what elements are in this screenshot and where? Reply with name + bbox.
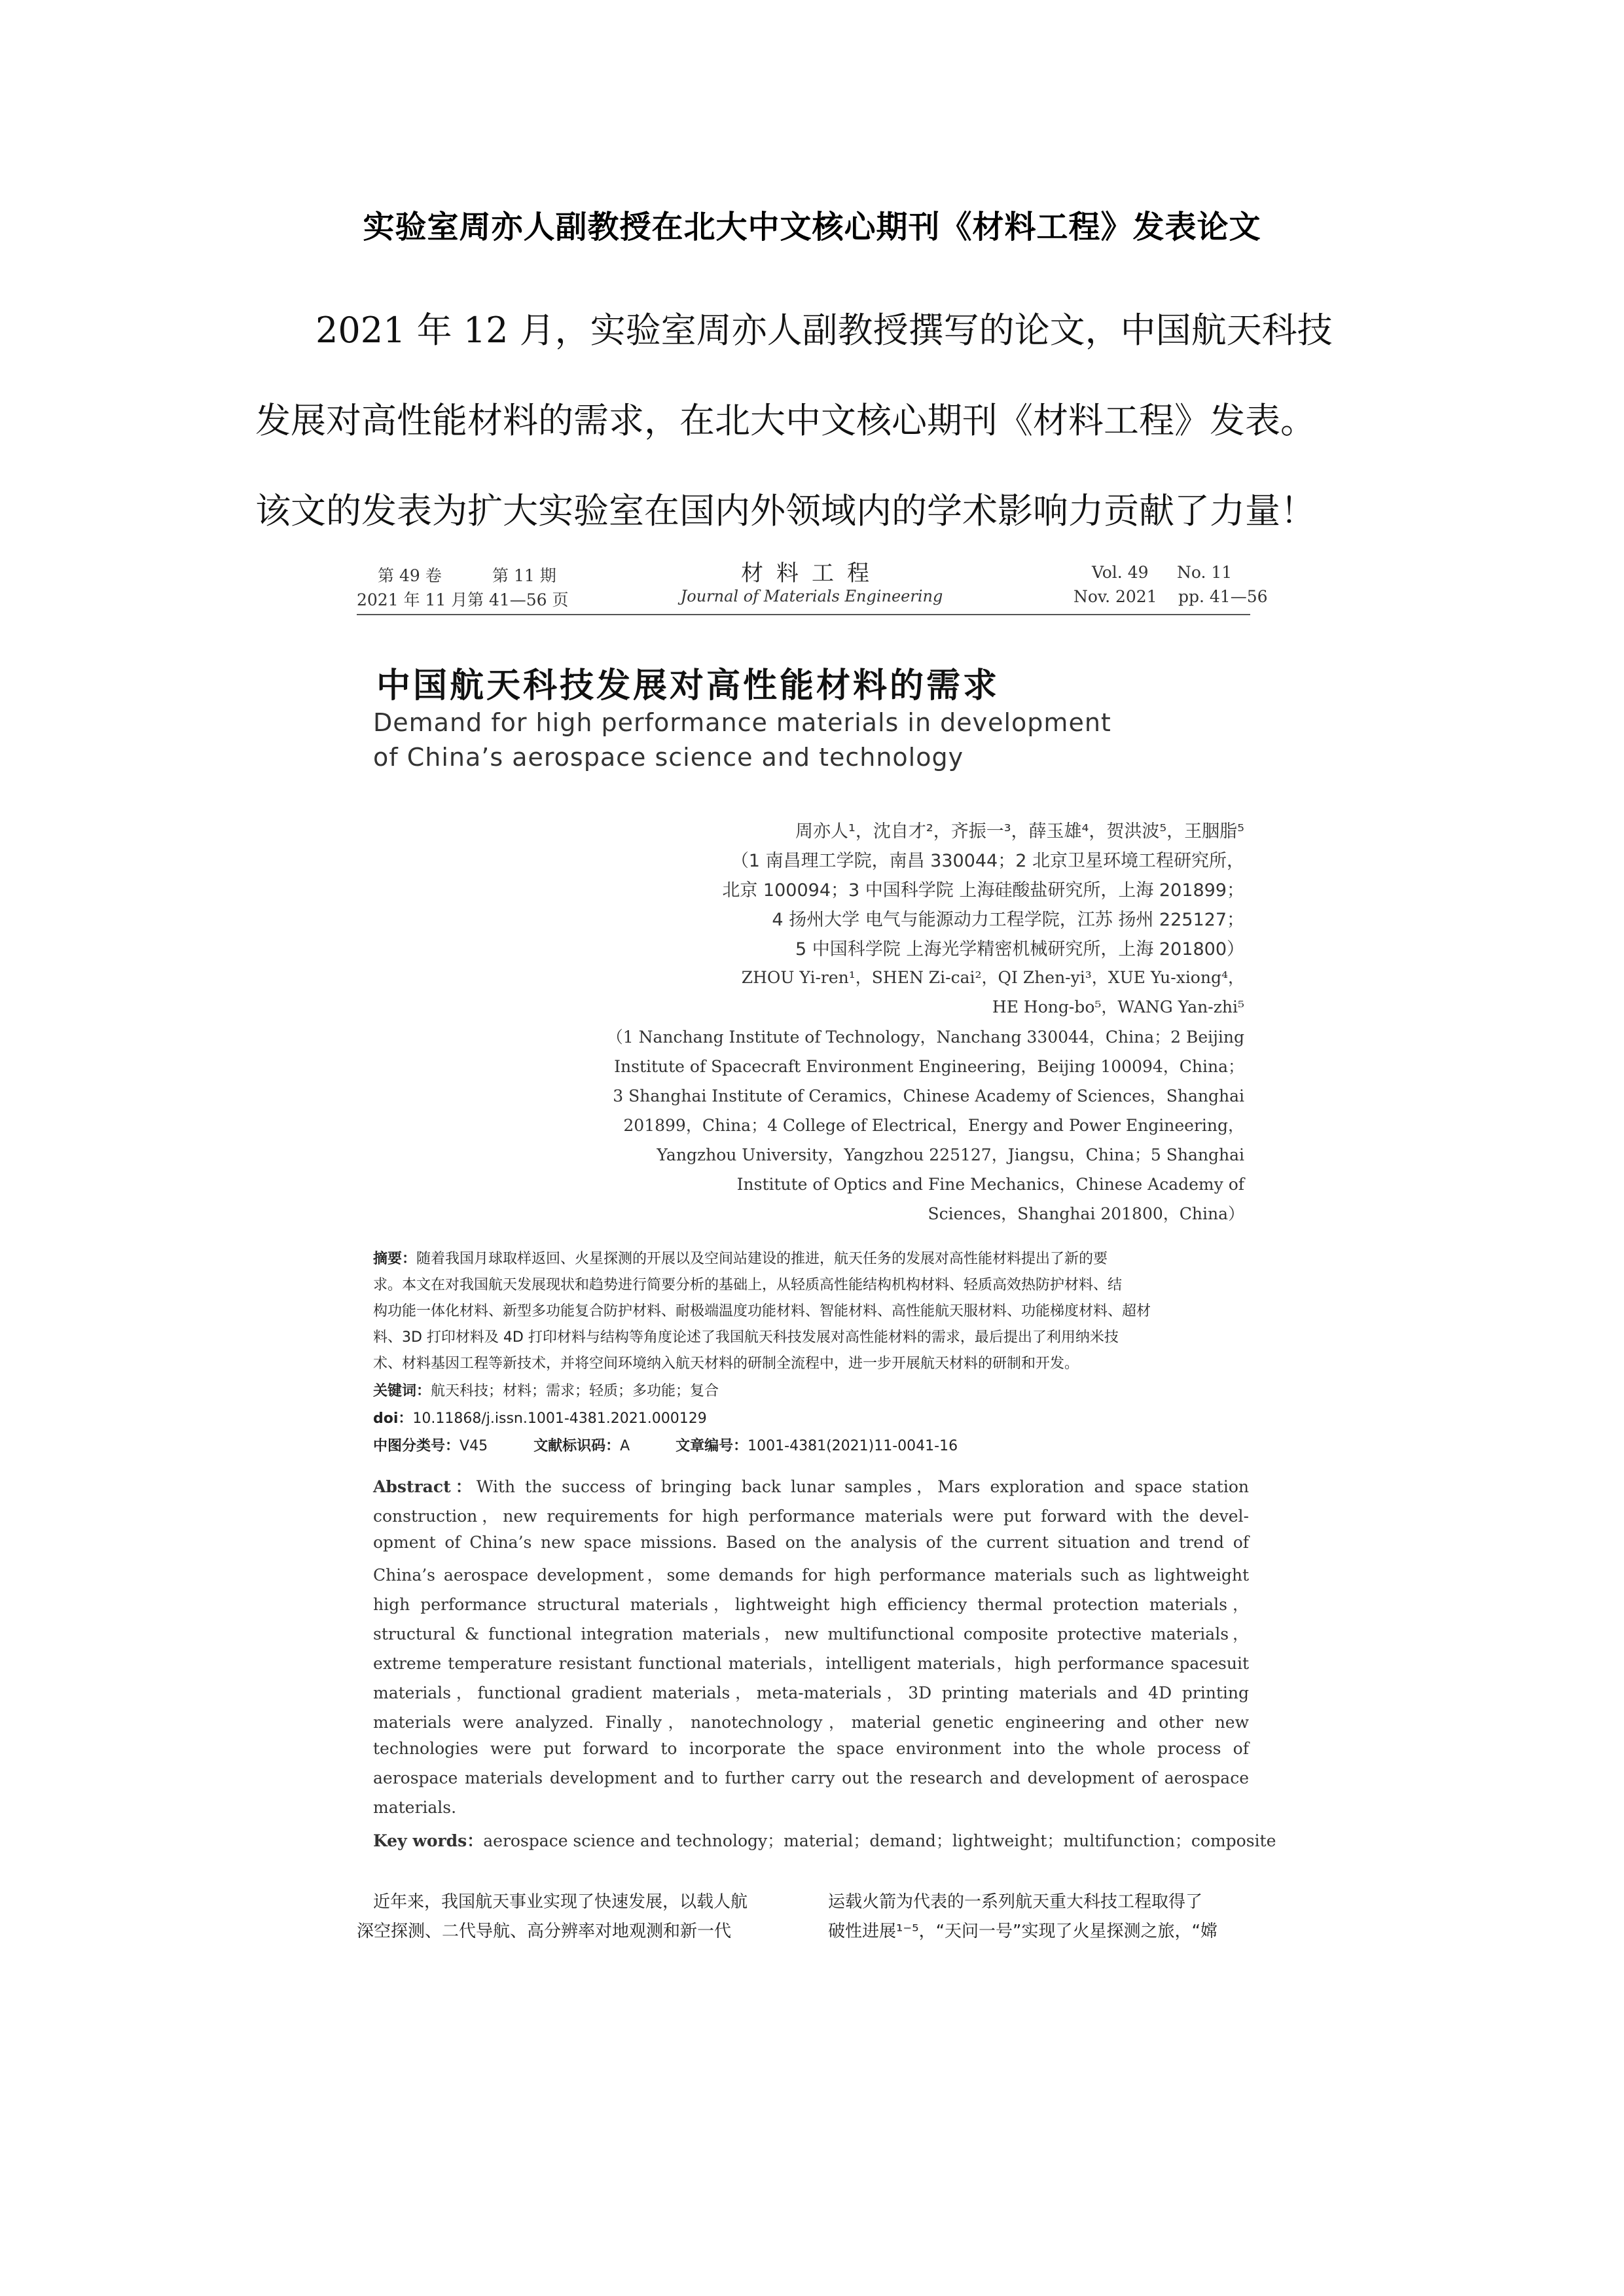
keywords-cn-text: 航天科技；材料；需求；轻质；多功能；复合 — [431, 1383, 719, 1399]
abstract-en-label: Abstract： — [373, 1477, 477, 1496]
doi — [373, 1407, 1250, 1427]
abstract-en-line: construction，new requirements for high performance materials were put forward with the devel- — [373, 1507, 1249, 1526]
affiliation-en-line: 201899，China；4 College of Electrical，Energy and Power Engineering， — [623, 1116, 1244, 1135]
abstract-cn-line: 求。本文在对我国航天发展现状和趋势进行简要分析的基础上，从轻质高性能结构机构材料、轻质高效热防护材料、结 — [373, 1277, 1123, 1293]
journal-pages-cn: 第 41—56 页 — [467, 590, 569, 609]
journal-issue-en: No. 11 — [1177, 563, 1233, 582]
affiliation-cn-line: 4 扬州大学 电气与能源动力工程学院，江苏 扬州 225127； — [772, 910, 1244, 930]
abstract-cn-line — [373, 1247, 1250, 1268]
authors-en-line: ZHOU Yi-ren¹，SHEN Zi-cai²，QI Zhen-yi³，XUE Yu-xiong⁴， — [741, 968, 1244, 987]
abstract-cn-line: 料、3D 打印材料及 4D 打印材料与结构等角度论述了我国航天科技发展对高性能材料的需求，最后提出了利用纳米技 — [373, 1329, 1119, 1346]
body-right-line: 运载火箭为代表的一系列航天重大科技工程取得了 — [828, 1892, 1203, 1912]
authors-en-line: HE Hong-bo⁵，WANG Yan-zhi⁵ — [992, 997, 1244, 1016]
abstract-cn-line: 构功能一体化材料、新型多功能复合防护材料、耐极端温度功能材料、智能材料、高性能航天服材料、功能梯度材料、超材 — [373, 1303, 1151, 1319]
journal-date-en: Nov. 2021 — [1074, 587, 1157, 606]
article-no-value: 1001-4381(2021)11-0041-16 — [748, 1438, 958, 1454]
keywords-en-label: Key words： — [373, 1831, 484, 1850]
affiliation-en-line: Yangzhou University，Yangzhou 225127，Jiangsu，China；5 Shanghai — [657, 1145, 1244, 1164]
affiliation-en-line: （1 Nanchang Institute of Technology，Nanchang 330044，China；2 Beijing — [606, 1028, 1244, 1047]
paper-title-en-line: Demand for high performance materials in development — [373, 708, 1111, 737]
journal-header-rule — [357, 614, 1250, 615]
journal-volume-cn: 第 49 卷 — [378, 566, 442, 585]
abstract-en-line: China’s aerospace development，some demands for high performance materials such as lightweight — [373, 1566, 1249, 1585]
news-title: 实验室周亦人副教授在北大中文核心期刊《材料工程》发表论文 — [363, 209, 1261, 245]
abstract-en-line: materials were analyzed. Finally，nanotechnology，material genetic engineering and other new — [373, 1713, 1249, 1732]
abstract-en-line: extreme temperature resistant functional materials，intelligent materials，high performance spacesuit — [373, 1654, 1249, 1673]
article-no-label: 文章编号： — [676, 1438, 748, 1454]
paper-title-en-line: of China’s aerospace science and technology — [373, 743, 964, 772]
keywords-en — [373, 1828, 1276, 1852]
classification-row — [373, 1435, 1250, 1455]
intro-line: 2021 年 12 月，实验室周亦人副教授撰写的论文，中国航天科技 — [316, 310, 1333, 351]
doi-value: 10.11868/j.issn.1001-4381.2021.000129 — [412, 1410, 707, 1427]
body-left-line: 近年来，我国航天事业实现了快速发展，以载人航 — [373, 1892, 748, 1912]
clc-value: V45 — [460, 1438, 488, 1454]
body-right-line: 破性进展¹⁻⁵，“天问一号”实现了火星探测之旅，“嫦 — [828, 1922, 1218, 1941]
abstract-cn-text: 随着我国月球取样返回、火星探测的开展以及空间站建设的推进，航天任务的发展对高性能材料提出了新的要 — [416, 1251, 1108, 1267]
body-left-line: 深空探测、二代导航、高分辨率对地观测和新一代 — [357, 1922, 732, 1941]
journal-pages-en: pp. 41—56 — [1178, 587, 1268, 606]
affiliation-en-line: Institute of Spacecraft Environment Engineering，Beijing 100094，China； — [614, 1057, 1244, 1076]
abstract-cn-label: 摘要： — [373, 1251, 417, 1267]
intro-line: 该文的发表为扩大实验室在国内外领域内的学术影响力贡献了力量！ — [255, 490, 1316, 531]
abstract-en-line: materials，functional gradient materials，meta-materials，3D printing materials and 4D printing — [373, 1683, 1249, 1702]
doc-code-value: A — [620, 1438, 630, 1454]
clc-label: 中图分类号： — [373, 1438, 460, 1454]
authors-cn: 周亦人¹，沈自才²，齐振一³，薛玉雄⁴，贺洪波⁵，王胭脂⁵ — [795, 821, 1244, 842]
abstract-en-line: materials. — [373, 1798, 457, 1817]
affiliation-cn-line: （1 南昌理工学院，南昌 330044；2 北京卫星环境工程研究所， — [731, 851, 1244, 871]
abstract-en-line: aerospace materials development and to further carry out the research and development of aerospace — [373, 1768, 1249, 1787]
affiliation-en-line: Sciences，Shanghai 201800，China） — [928, 1204, 1244, 1223]
journal-name-cn: 材料工程 — [741, 560, 882, 586]
doi-label: doi： — [373, 1410, 413, 1427]
paper-title-cn: 中国航天科技发展对高性能材料的需求 — [376, 666, 1000, 706]
abstract-en-line: high performance structural materials，lightweight high efficiency thermal protection materials， — [373, 1595, 1249, 1614]
keywords-cn-label: 关键词： — [373, 1383, 431, 1399]
affiliation-cn-line: 北京 100094；3 中国科学院 上海硅酸盐研究所，上海 201899； — [722, 880, 1244, 901]
affiliation-en-line: 3 Shanghai Institute of Ceramics，Chinese Academy of Sciences，Shanghai — [613, 1086, 1244, 1105]
abstract-cn-line: 术、材料基因工程等新技术，并将空间环境纳入航天材料的研制全流程中，进一步开展航天材料的研制和开发。 — [373, 1355, 1079, 1372]
abstract-en-line: structural & functional integration materials，new multifunctional composite protective materials， — [373, 1624, 1249, 1643]
abstract-en-text: With the success of bringing back lunar samples，Mars exploration and space station — [476, 1477, 1250, 1496]
keywords-en-text: aerospace science and technology；material；demand；lightweight；multifunction；composite — [483, 1831, 1276, 1850]
journal-issue-cn: 第 11 期 — [492, 566, 556, 585]
keywords-cn — [373, 1380, 1250, 1400]
abstract-en-line — [373, 1474, 1249, 1498]
affiliation-en-line: Institute of Optics and Fine Mechanics，Chinese Academy of — [736, 1175, 1244, 1194]
doc-code-label: 文献标识码： — [533, 1438, 621, 1454]
abstract-en-line: technologies were put forward to incorporate the space environment into the whole process of — [373, 1739, 1249, 1758]
intro-line: 发展对高性能材料的需求，在北大中文核心期刊《材料工程》发表。 — [255, 400, 1316, 441]
affiliation-cn-line: 5 中国科学院 上海光学精密机械研究所，上海 201800） — [795, 939, 1244, 960]
journal-volume-en: Vol. 49 — [1092, 563, 1149, 582]
abstract-en-line: opment of China’s new space missions. Based on the analysis of the current situation and trend of — [373, 1533, 1249, 1552]
journal-date-cn: 2021 年 11 月 — [357, 590, 468, 609]
journal-name-en: Journal of Materials Engineering — [680, 587, 943, 605]
